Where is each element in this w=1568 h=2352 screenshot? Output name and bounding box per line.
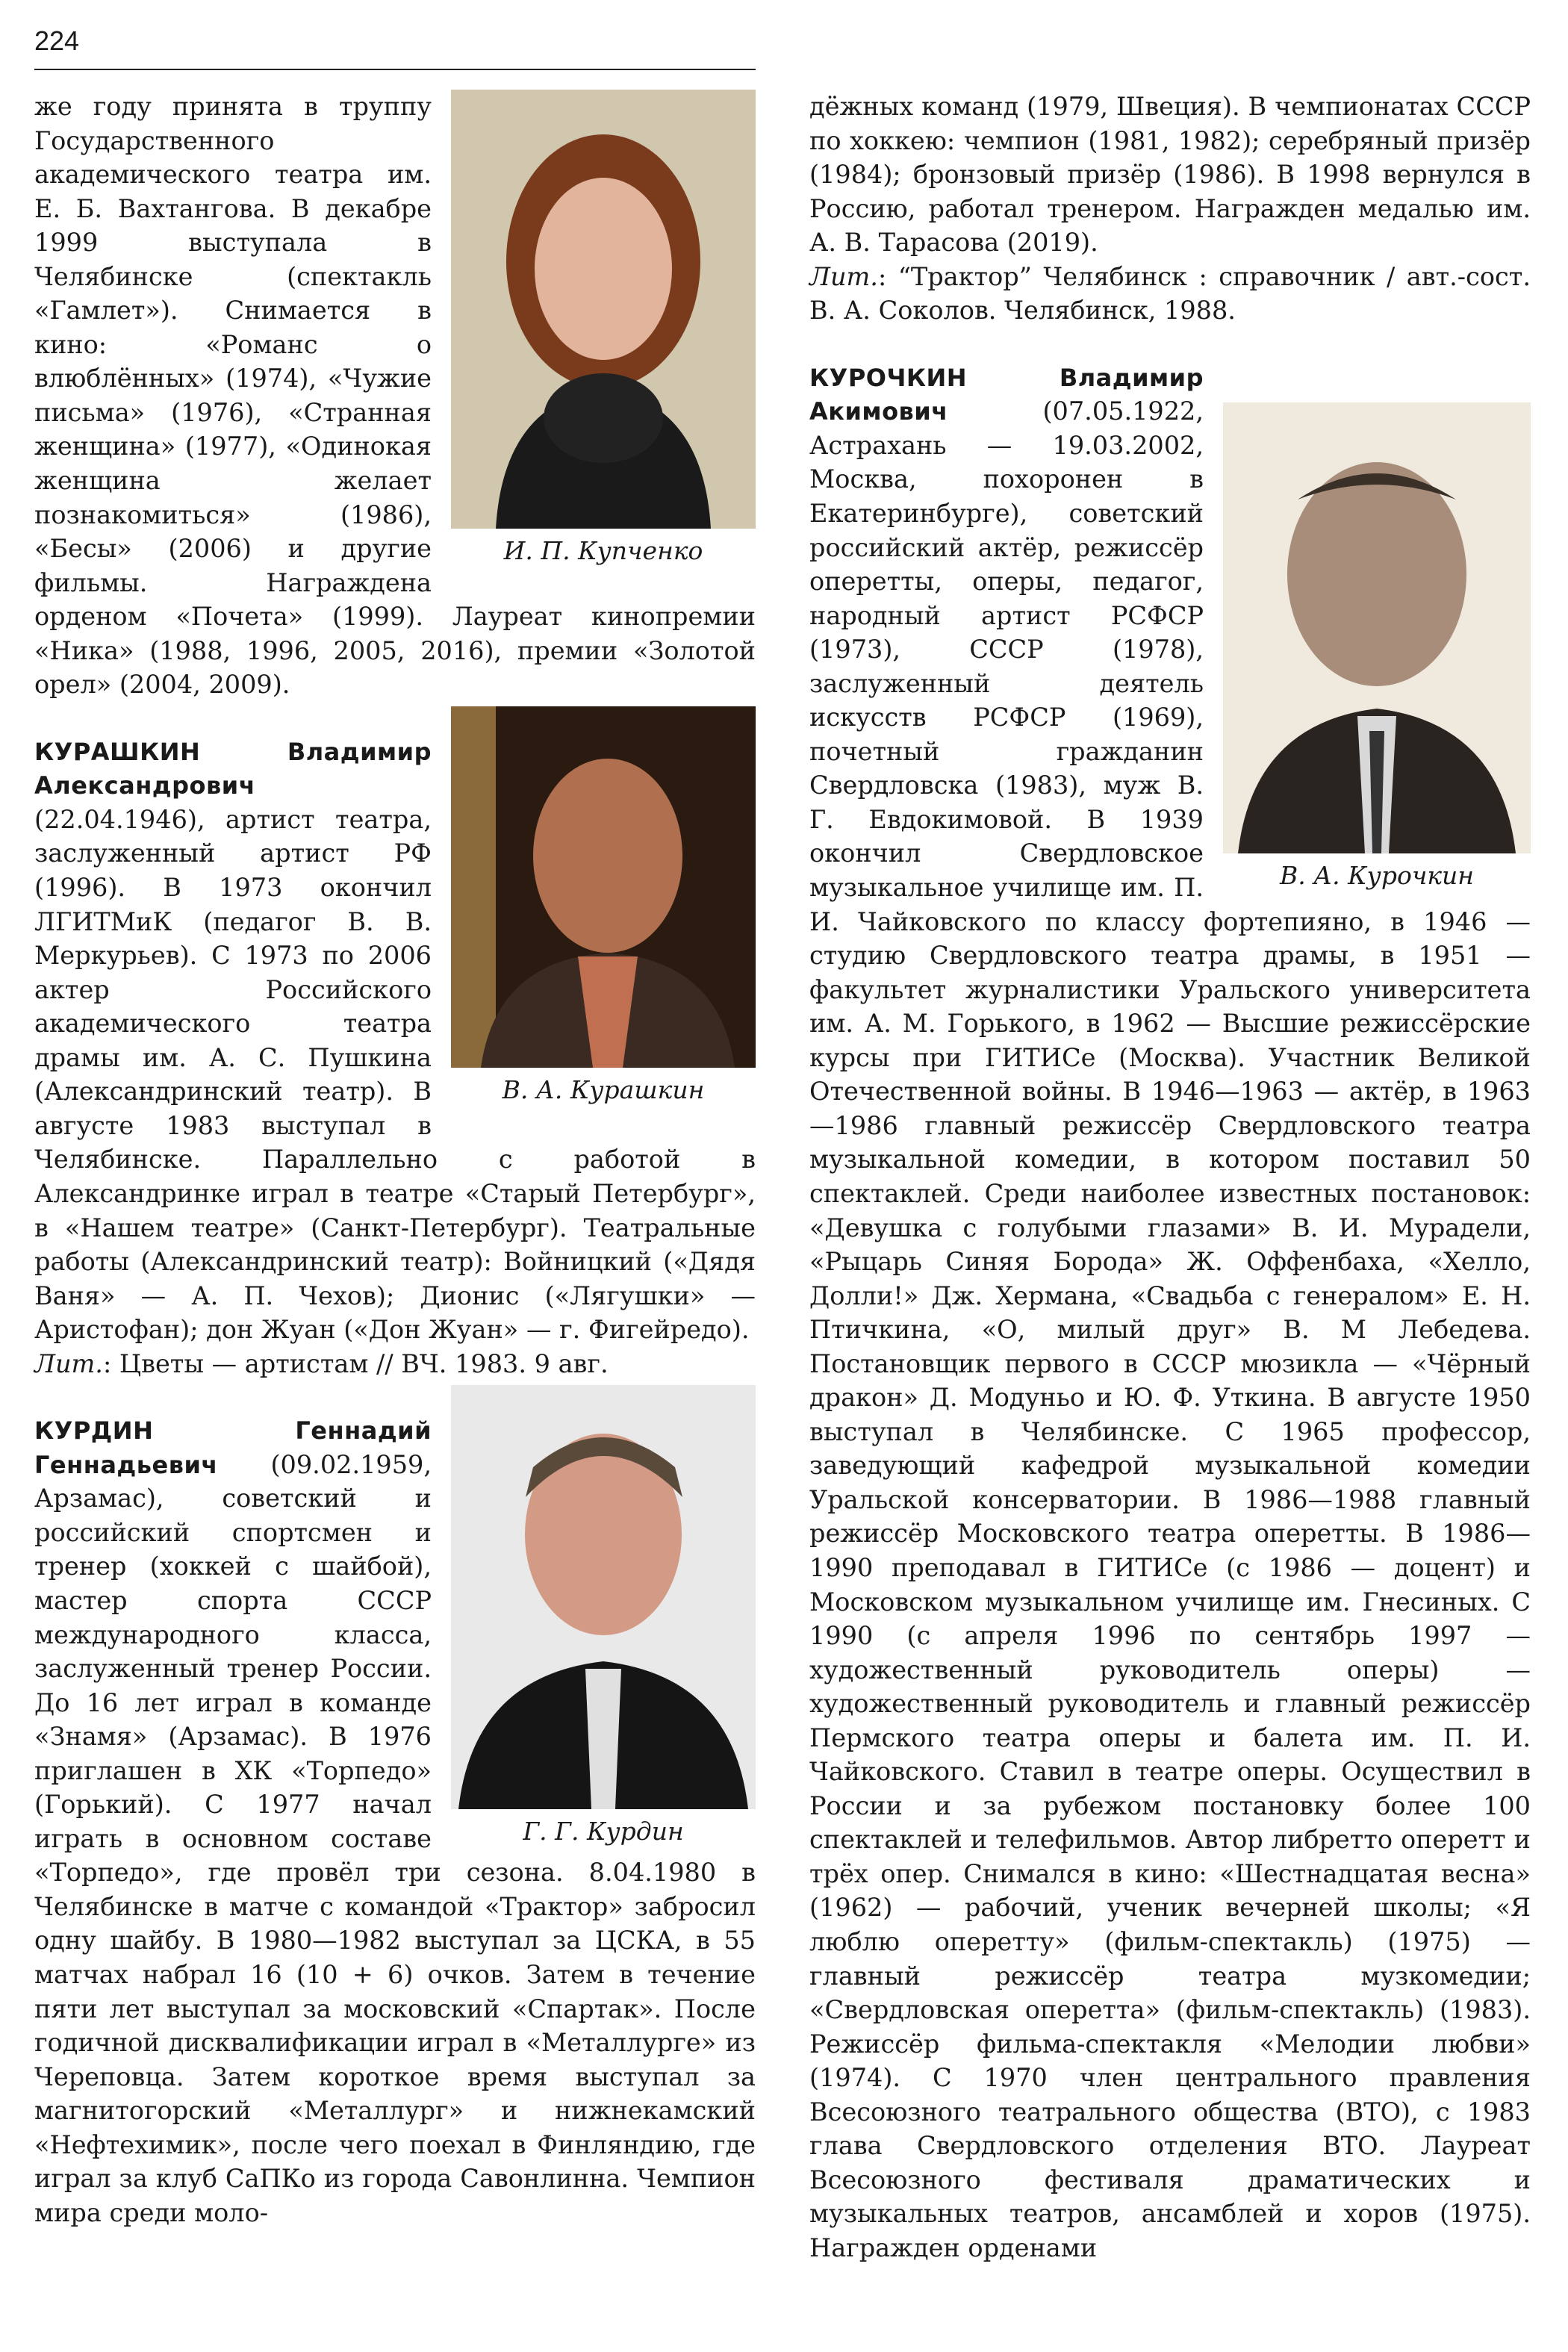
photo-kurochkin-figure [1223, 402, 1531, 893]
photo-kurdin-caption: Г. Г. Курдин [523, 1817, 684, 1847]
photo-kurdin-figure [451, 1385, 756, 1849]
photo-kurdin [451, 1385, 756, 1809]
headword-kurochkin: КУРОЧКИН Владимир Акимович [809, 363, 1204, 426]
page-number: 224 [34, 25, 80, 56]
photo-kurochkin-caption: В. А. Курочкин [1279, 860, 1475, 890]
kupchenko-continuation: же году принята в труппу Государственного академического театра им. Е. Б. Вахтангова. В декабре 1999 выступала в Челябинске (спектакль «Гамлет»). Снимается в кино: «Романс о влюблённых» (1974), «Чужие письма» (1976), «Странная женщина» (1977), «Одинокая женщина желает познакомиться» (1986), «Бесы» (2006) и другие фильмы. Награждена орденом «Почета» (1999). Лауреат кинопремии «Ника» (1988, 1996, 2005, 2016), премии «Золотой орел» (2004, 2009). [34, 92, 756, 700]
lit-text: : Цветы — артистам // ВЧ. 1983. 9 авг. [102, 1348, 609, 1378]
kurdin-continuation: дёжных команд (1979, Швеция). В чемпионатах СССР по хоккею: чемпион (1981, 1982); серебряный призёр (1984); бронзовый призёр (1986). В 1998 вернулся в Россию, работал тренером. Награжден медалью им. А. В. Тарасова (2019). [809, 92, 1531, 258]
photo-kurashkin-caption: В. А. Курашкин [502, 1074, 705, 1104]
photo-kupchenko-figure [451, 90, 756, 568]
photo-kurashkin [451, 706, 756, 1068]
left-column [34, 90, 756, 2230]
lit-kurashkin [34, 1347, 756, 1381]
kurdin-body: (09.02.1959, Арзамас), советский и российский спортсмен и тренер (хоккей с шайбой), мастер спорта СССР международного класса, заслуженный тренер России. До 16 лет играл в команде «Знамя» (Арзамас). В 1976 приглашен в ХК «Торпедо» (Горький). С 1977 начал играть в основном составе «Торпедо», где провёл три сезона. 8.04.1980 в Челябинске в матче с командой «Трактор» забросил одну шайбу. В 1980—1982 выступал за ЦСКА, в 55 матчах набрал 16 (10 + 6) очков. Затем в течение пяти лет выступал за московский «Спартак». После годичной дисквалификации играл в «Металлурге» из Череповца. Затем короткое время выступал за магнитогорский «Металлург» и нижнекамский «Нефтехимик», после чего поехал в Финляндию, где играл за клуб СаПКо из города Савонлинна. Чемпион мира среди моло- [34, 1449, 756, 2227]
photo-kurochkin [1223, 402, 1531, 853]
right-column [809, 90, 1531, 2265]
lit-kurdin [809, 260, 1531, 328]
lit-label: Лит. [34, 1348, 103, 1378]
header-rule [34, 69, 756, 70]
photo-kurashkin-figure [451, 706, 756, 1107]
lit-text: : “Трактор” Челябинск : справочник / авт.-сост. В. А. Соколов. Челябинск, 1988. [809, 261, 1531, 326]
headword-kurashkin: КУРАШКИН Владимир Александрович [34, 737, 432, 800]
headword-kurdin: КУРДИН Геннадий Геннадьевич [34, 1416, 432, 1479]
kurochkin-body: (07.05.1922, Астрахань — 19.03.2002, Москва, похоронен в Екатеринбурге), советский российский актёр, режиссёр оперетты, оперы, педагог, народный артист РСФСР (1973), СССР (1978), заслуженный деятель искусств РСФСР (1969), почетный гражданин Свердловска (1983), муж В. Г. Евдокимовой. В 1939 окончил Свердловское музыкальное училище им. П. И. Чайковского по классу фортепияно, в 1946 — студию Свердловского театра драмы, в 1951 — факультет журналистики Уральского университета им. А. М. Горького, в 1962 — Высшие режиссёрские курсы при ГИТИСе (Москва). Участник Великой Отечественной войны. В 1946—1963 — актёр, в 1963—1986 главный режиссёр Свердловского театра музыкальной комедии, в котором поставил 50 спектаклей. Среди наиболее известных постановок: «Девушка с голубыми глазами» В. И. Мурадели, «Рыцарь Синяя Борода» Ж. Оффенбаха, «Хелло, Долли!» Дж. Хермана, «Свадьба с генералом» Е. Н. Птичкина, «О, милый друг» В. М Лебедева. Постановщик первого в СССР мюзикла — «Чёрный дракон» Д. Модуньо и Ю. Ф. Уткина. В августе 1950 выступал в Челябинске. С 1965 профессор, заведующий кафедрой музыкальной комедии Уральской консерватории. В 1986—1988 главный режиссёр Московского театра оперетты. В 1986—1990 преподавал в ГИТИСе (с 1986 — доцент) и Московском музыкальном училище им. Гнесиных. С 1990 (с апреля 1996 по сентябрь 1997 — художественный руководитель оперы) — художественный руководитель и главный режиссёр Пермского театра оперы и балета им. П. И. Чайковского. Ставил в театре оперы. Осуществил в России и за рубежом постановку более 100 спектаклей и телефильмов. Автор либретто оперетт и трёх опер. Снимался в кино: «Шестнадцатая весна» (1962) — рабочий, ученик вечерней школы; «Я люблю оперетту» (фильм-спектакль) (1975) — главный режиссёр театра музкомедии; «Свердловская оперетта» (фильм-спектакль) (1983). Режиссёр фильма-спектакля «Мелодии любви» (1974). С 1970 член центрального правления Всесоюзного театрального общества (ВТО), с 1983 глава Свердловского отделения ВТО. Лауреат Всесоюзного фестиваля драматических и музыкальных театров, ансамблей и хоров (1975). Награжден орденами [809, 396, 1531, 2262]
kurashkin-body: (22.04.1946), артист театра, заслуженный артист РФ (1996). В 1973 окончил ЛГИТМиК (педагог В. В. Меркурьев). С 1973 по 2006 актер Российского академического театра драмы им. А. С. Пушкина (Александринский театр). В августе 1983 выступал в Челябинске. Параллельно с работой в Александринке играл в театре «Старый Петербург», в «Нашем театре» (Санкт-Петербург). Театральные работы (Александринский театр): Войницкий («Дядя Ваня» — А. П. Чехов); Дионис («Лягушки» — Аристофан); дон Жуан («Дон Жуан» — г. Фигейредо). [34, 804, 756, 1345]
photo-kupchenko-caption: И. П. Купченко [503, 536, 703, 565]
lit-label: Лит. [809, 261, 878, 291]
photo-kupchenko [451, 90, 756, 529]
